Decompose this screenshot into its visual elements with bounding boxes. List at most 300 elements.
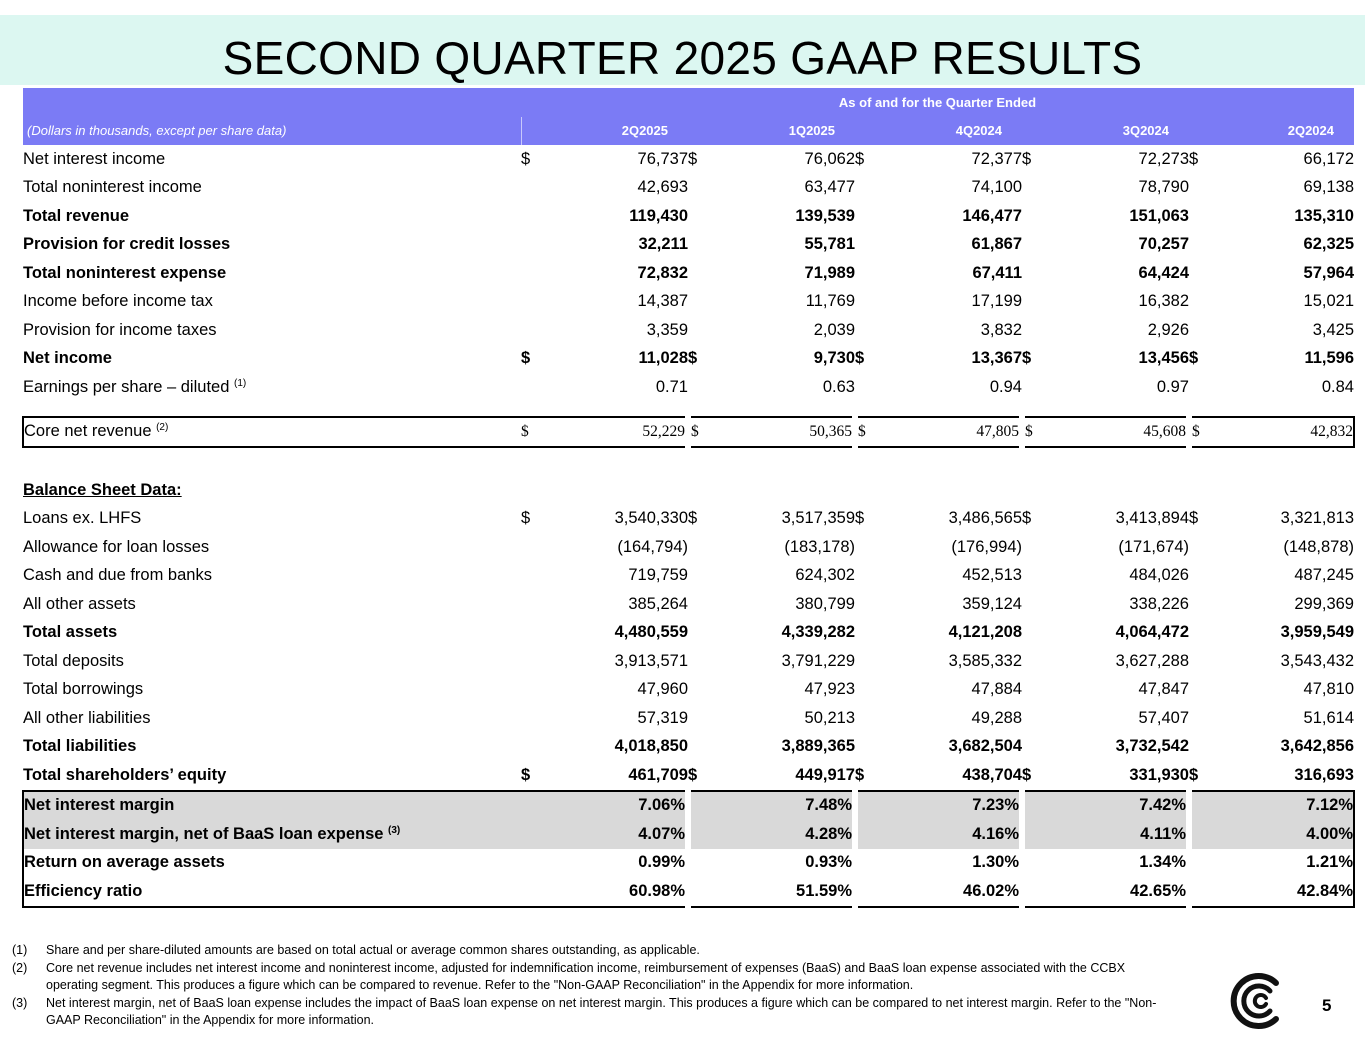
- period-header: 1Q2025: [718, 117, 855, 146]
- value-cell: 47,960: [637, 680, 688, 699]
- value-cell: 9,730: [813, 349, 855, 368]
- currency-symbol: $: [1022, 349, 1032, 368]
- currency-symbol: [1022, 373, 1052, 402]
- value-cell: 4.28%: [718, 820, 855, 849]
- currency-symbol: [855, 174, 885, 203]
- currency-symbol: [855, 704, 885, 733]
- value-cell: 0.84: [1321, 377, 1354, 396]
- value-cell: 1.30%: [885, 849, 1022, 878]
- balance-row: [23, 619, 1354, 648]
- value-cell: 4.11%: [1052, 820, 1189, 849]
- currency-symbol: [1022, 231, 1052, 260]
- value-cell: 3,642,856: [1280, 737, 1354, 756]
- value-cell: 4.00%: [1219, 820, 1354, 849]
- value-cell: 299,369: [1294, 594, 1354, 613]
- footnote-marker: (1): [12, 943, 28, 957]
- ratio-row: [23, 791, 1354, 821]
- ratio-spacer: [855, 849, 885, 878]
- ratio-spacer: [855, 791, 885, 821]
- balance-row: [23, 562, 1354, 591]
- row-label: [23, 619, 521, 648]
- row-label-text: Total revenue: [23, 206, 130, 225]
- currency-symbol: $: [855, 509, 865, 528]
- ratio-spacer: [688, 820, 718, 849]
- value-cell: 15,021: [1303, 292, 1354, 311]
- ratio-spacer: [1022, 820, 1052, 849]
- value-cell: 1.34%: [1052, 849, 1189, 878]
- ratio-spacer: [855, 877, 885, 907]
- currency-symbol: [1189, 676, 1219, 705]
- balance-row: [23, 590, 1354, 619]
- period-spacer: [1022, 117, 1052, 146]
- currency-symbol: $: [521, 509, 531, 528]
- value-cell: 3,832: [980, 320, 1022, 339]
- currency-symbol: [1022, 647, 1052, 676]
- row-label: [23, 174, 521, 203]
- row-label-text: Income before income tax: [23, 292, 213, 311]
- currency-symbol: [688, 619, 718, 648]
- currency-symbol: $: [688, 765, 698, 784]
- currency-symbol: [1022, 202, 1052, 231]
- currency-symbol: $: [855, 417, 885, 448]
- value-cell: 3,543,432: [1280, 651, 1354, 670]
- row-label: [23, 145, 521, 174]
- currency-symbol: $: [688, 149, 698, 168]
- currency-symbol: [688, 288, 718, 317]
- ratio-spacer: [1189, 791, 1219, 821]
- currency-symbol: [1189, 231, 1219, 260]
- currency-symbol: [521, 231, 551, 260]
- row-label-text: Net interest margin, net of BaaS loan expense: [24, 824, 384, 843]
- value-cell: 146,477: [962, 206, 1022, 225]
- value-cell: (164,794): [617, 537, 688, 556]
- footnote-ref: (1): [233, 377, 247, 389]
- row-label-text: Net interest margin: [24, 796, 175, 815]
- value-cell: 42,832: [1219, 417, 1354, 448]
- row-label-text: All other assets: [23, 594, 136, 613]
- value-cell: 70,257: [1138, 235, 1189, 254]
- value-cell: 11,028: [638, 349, 688, 368]
- value-cell: 3,425: [1312, 320, 1354, 339]
- currency-symbol: [1022, 533, 1052, 562]
- row-label: [23, 288, 521, 317]
- currency-symbol: [855, 202, 885, 231]
- currency-symbol: [855, 619, 885, 648]
- value-cell: 76,737: [637, 149, 688, 168]
- value-cell: 17,199: [971, 292, 1022, 311]
- ratio-spacer: [1022, 849, 1052, 878]
- value-cell: 624,302: [795, 566, 855, 585]
- period-header: 4Q2024: [885, 117, 1022, 146]
- currency-symbol: [1189, 619, 1219, 648]
- value-cell: 0.71: [655, 377, 688, 396]
- value-cell: 7.06%: [551, 791, 688, 821]
- value-cell: 3,959,549: [1280, 623, 1354, 642]
- value-cell: 3,321,813: [1280, 509, 1354, 528]
- footnotes: [12, 942, 1172, 1030]
- currency-symbol: [855, 288, 885, 317]
- currency-symbol: [1022, 590, 1052, 619]
- currency-symbol: $: [1022, 509, 1032, 528]
- currency-symbol: [1189, 288, 1219, 317]
- value-cell: 78,790: [1138, 178, 1189, 197]
- row-label: [23, 704, 521, 733]
- header-group-row: [23, 88, 1354, 117]
- currency-symbol: $: [688, 509, 698, 528]
- currency-symbol: [521, 704, 551, 733]
- value-cell: 66,172: [1303, 149, 1354, 168]
- footnote-text: Core net revenue includes net interest income and noninterest income, adjusted for indemnification income, reimbursement of expenses (BaaS) and BaaS loan expense associated with the CCBX operating segment. This produces a figure which can be compared to revenue. Refer to the "Non-GAAP Reconciliation" in the Appendix for more information.: [46, 960, 1126, 992]
- balance-row: [23, 505, 1354, 534]
- period-spacer: [855, 117, 885, 146]
- value-cell: 135,310: [1294, 206, 1354, 225]
- period-header: 2Q2024: [1219, 117, 1354, 146]
- value-cell: 0.94: [989, 377, 1022, 396]
- ratio-spacer: [855, 820, 885, 849]
- period-spacer: [1189, 117, 1219, 146]
- value-cell: 4,339,282: [781, 623, 855, 642]
- currency-symbol: [1189, 704, 1219, 733]
- row-label: [23, 505, 521, 534]
- ratio-spacer: [1189, 820, 1219, 849]
- currency-symbol: [521, 590, 551, 619]
- value-cell: 0.97: [1156, 377, 1189, 396]
- spacer-row: [23, 402, 1354, 417]
- value-cell: 3,359: [646, 320, 688, 339]
- value-cell: 2,039: [813, 320, 855, 339]
- currency-symbol: [688, 373, 718, 402]
- currency-symbol: [688, 676, 718, 705]
- balance-sheet-header-text: Balance Sheet Data:: [23, 480, 182, 499]
- value-cell: 60.98%: [551, 877, 688, 907]
- income-row: [23, 373, 1354, 402]
- value-cell: 719,759: [628, 566, 688, 585]
- row-label-text: Total noninterest expense: [23, 263, 227, 282]
- currency-symbol: $: [1189, 509, 1199, 528]
- row-label-text: Total borrowings: [23, 680, 144, 699]
- currency-symbol: [1189, 202, 1219, 231]
- financial-table: [22, 88, 1355, 908]
- currency-symbol: $: [521, 349, 531, 368]
- value-cell: 57,319: [637, 708, 688, 727]
- period-spacer: [688, 117, 718, 146]
- ratio-row: [23, 849, 1354, 878]
- value-cell: 72,273: [1138, 149, 1189, 168]
- currency-symbol: [688, 590, 718, 619]
- currency-symbol: [1022, 619, 1052, 648]
- currency-symbol: $: [1189, 417, 1219, 448]
- row-label-text: Net income: [23, 349, 112, 368]
- value-cell: 3,791,229: [781, 651, 855, 670]
- row-label: [23, 676, 521, 705]
- row-label-text: Total noninterest income: [23, 178, 202, 197]
- value-cell: 76,062: [804, 149, 855, 168]
- footnote-text: Share and per share-diluted amounts are based on total actual or average common shares outstanding, as applicable.: [46, 943, 700, 957]
- core-net-revenue-row: [23, 417, 1354, 448]
- row-label: [23, 259, 521, 288]
- value-cell: 11,596: [1304, 349, 1354, 368]
- currency-symbol: [1189, 259, 1219, 288]
- row-label: [23, 417, 521, 448]
- ratio-spacer: [688, 791, 718, 821]
- value-cell: 72,377: [971, 149, 1022, 168]
- row-label-text: Total shareholders’ equity: [23, 765, 227, 784]
- currency-symbol: [855, 316, 885, 345]
- value-cell: 13,367: [971, 349, 1022, 368]
- currency-symbol: [1189, 533, 1219, 562]
- currency-symbol: [521, 533, 551, 562]
- currency-symbol: [1022, 174, 1052, 203]
- row-label: [23, 345, 521, 374]
- currency-symbol: $: [1189, 765, 1199, 784]
- value-cell: 7.42%: [1052, 791, 1189, 821]
- ratio-spacer: [1189, 849, 1219, 878]
- value-cell: 52,229: [551, 417, 688, 448]
- currency-symbol: [688, 316, 718, 345]
- value-cell: 438,704: [962, 765, 1022, 784]
- value-cell: 47,923: [804, 680, 855, 699]
- units-label: (Dollars in thousands, except per share data): [23, 117, 521, 146]
- value-cell: 3,682,504: [948, 737, 1022, 756]
- ratio-spacer: [521, 820, 551, 849]
- currency-symbol: [688, 533, 718, 562]
- value-cell: 42.84%: [1219, 877, 1354, 907]
- value-cell: 1.21%: [1219, 849, 1354, 878]
- row-label-text: Efficiency ratio: [24, 881, 143, 900]
- value-cell: 69,138: [1303, 178, 1354, 197]
- balance-row: [23, 704, 1354, 733]
- value-cell: 49,288: [971, 708, 1022, 727]
- currency-symbol: [521, 202, 551, 231]
- currency-symbol: [688, 704, 718, 733]
- row-label: [23, 373, 521, 402]
- footnote: [12, 960, 1172, 995]
- footnote: [12, 942, 1172, 960]
- period-header: 2Q2025: [551, 117, 688, 146]
- value-cell: 46.02%: [885, 877, 1022, 907]
- balance-header-row: [23, 476, 1354, 505]
- value-cell: 359,124: [962, 594, 1022, 613]
- value-cell: 47,805: [885, 417, 1022, 448]
- row-label: [23, 562, 521, 591]
- ratio-spacer: [1022, 791, 1052, 821]
- value-cell: 331,930: [1129, 765, 1189, 784]
- value-cell: 63,477: [804, 178, 855, 197]
- row-label-text: Provision for income taxes: [23, 320, 217, 339]
- value-cell: 3,540,330: [614, 509, 688, 528]
- income-row: [23, 316, 1354, 345]
- currency-symbol: $: [688, 349, 698, 368]
- value-cell: 3,913,571: [614, 651, 688, 670]
- currency-symbol: [521, 259, 551, 288]
- value-cell: 385,264: [628, 594, 688, 613]
- value-cell: 61,867: [971, 235, 1022, 254]
- row-label-text: Total deposits: [23, 651, 124, 670]
- value-cell: 50,365: [718, 417, 855, 448]
- value-cell: 51.59%: [718, 877, 855, 907]
- row-label-text: Return on average assets: [24, 853, 225, 872]
- row-label: [23, 590, 521, 619]
- income-row: [23, 345, 1354, 374]
- currency-symbol: [1022, 704, 1052, 733]
- currency-symbol: [521, 733, 551, 762]
- currency-symbol: $: [521, 149, 531, 168]
- currency-symbol: [521, 316, 551, 345]
- value-cell: 45,608: [1052, 417, 1189, 448]
- row-label: [23, 316, 521, 345]
- value-cell: 57,964: [1303, 263, 1354, 282]
- footnote-marker: (3): [12, 995, 28, 1010]
- ratio-row: [23, 877, 1354, 907]
- value-cell: 380,799: [795, 594, 855, 613]
- page-title: SECOND QUARTER 2025 GAAP RESULTS: [222, 32, 1143, 84]
- value-cell: 32,211: [638, 235, 688, 254]
- row-label: [23, 761, 521, 791]
- currency-symbol: $: [1022, 765, 1032, 784]
- balance-row: [23, 533, 1354, 562]
- value-cell: 461,709: [628, 765, 688, 784]
- value-cell: 7.12%: [1219, 791, 1354, 821]
- value-cell: 316,693: [1294, 765, 1354, 784]
- income-row: [23, 259, 1354, 288]
- row-label-text: Net interest income: [23, 149, 166, 168]
- row-label: [23, 231, 521, 260]
- row-label: [23, 849, 521, 878]
- spacer-row: [23, 447, 1354, 476]
- value-cell: 47,884: [971, 680, 1022, 699]
- currency-symbol: $: [1022, 149, 1032, 168]
- row-label-text: Cash and due from banks: [23, 566, 212, 585]
- value-cell: 3,486,565: [948, 509, 1022, 528]
- currency-symbol: $: [855, 765, 865, 784]
- currency-symbol: $: [688, 417, 718, 448]
- header-period-row: [23, 117, 1354, 146]
- footnote: [12, 995, 1172, 1030]
- value-cell: 2,926: [1147, 320, 1189, 339]
- currency-symbol: [855, 231, 885, 260]
- currency-symbol: [855, 259, 885, 288]
- currency-symbol: [688, 231, 718, 260]
- value-cell: 338,226: [1129, 594, 1189, 613]
- value-cell: 487,245: [1294, 566, 1354, 585]
- value-cell: 42.65%: [1052, 877, 1189, 907]
- income-row: [23, 202, 1354, 231]
- value-cell: 0.93%: [718, 849, 855, 878]
- period-spacer: [521, 117, 551, 146]
- currency-symbol: [1189, 733, 1219, 762]
- value-cell: 64,424: [1138, 263, 1189, 282]
- income-row: [23, 231, 1354, 260]
- row-label-text: Loans ex. LHFS: [23, 509, 142, 528]
- value-cell: (148,878): [1283, 537, 1354, 556]
- ratio-spacer: [688, 849, 718, 878]
- balance-sheet-header: [23, 476, 1354, 505]
- value-cell: 119,430: [629, 206, 688, 225]
- currency-symbol: [688, 647, 718, 676]
- row-label-text: Allowance for loan losses: [23, 537, 210, 556]
- currency-symbol: [855, 676, 885, 705]
- currency-symbol: [688, 174, 718, 203]
- currency-symbol: [521, 619, 551, 648]
- currency-symbol: [688, 733, 718, 762]
- currency-symbol: $: [521, 417, 551, 448]
- value-cell: 62,325: [1303, 235, 1354, 254]
- balance-row: [23, 761, 1354, 791]
- footnote-text: Net interest margin, net of BaaS loan expense includes the impact of BaaS loan expense on net interest margin. This produces a figure which can be compared to net interest margin. Refer to the "Non-GAAP Reconciliation" in the Appendix for more information.: [46, 995, 1157, 1027]
- currency-symbol: [521, 647, 551, 676]
- currency-symbol: [688, 562, 718, 591]
- period-header: 3Q2024: [1052, 117, 1189, 146]
- currency-symbol: [855, 373, 885, 402]
- row-label-text: Provision for credit losses: [23, 235, 231, 254]
- currency-symbol: [1189, 590, 1219, 619]
- currency-symbol: [855, 562, 885, 591]
- row-label: [23, 647, 521, 676]
- value-cell: 484,026: [1129, 566, 1189, 585]
- value-cell: (176,994): [951, 537, 1022, 556]
- row-label-text: All other liabilities: [23, 708, 151, 727]
- balance-row: [23, 676, 1354, 705]
- row-label: [23, 820, 521, 849]
- currency-symbol: $: [1022, 417, 1052, 448]
- currency-symbol: [1022, 316, 1052, 345]
- currency-symbol: $: [521, 765, 531, 784]
- ratio-spacer: [521, 791, 551, 821]
- currency-symbol: $: [1189, 349, 1199, 368]
- value-cell: 51,614: [1303, 708, 1354, 727]
- income-row: [23, 288, 1354, 317]
- currency-symbol: [688, 202, 718, 231]
- currency-symbol: [1189, 174, 1219, 203]
- value-cell: 67,411: [972, 263, 1022, 282]
- ratio-spacer: [521, 849, 551, 878]
- value-cell: 0.63: [822, 377, 855, 396]
- currency-symbol: [521, 676, 551, 705]
- row-label-text: Core net revenue: [24, 422, 152, 441]
- currency-symbol: [1189, 316, 1219, 345]
- footnote-marker: (2): [12, 960, 28, 975]
- row-label-text: Total assets: [23, 623, 118, 642]
- ratio-spacer: [1022, 877, 1052, 907]
- currency-symbol: [521, 174, 551, 203]
- currency-symbol: [855, 647, 885, 676]
- value-cell: (183,178): [784, 537, 855, 556]
- row-label: [23, 202, 521, 231]
- currency-symbol: [1189, 562, 1219, 591]
- value-cell: 139,539: [795, 206, 855, 225]
- value-cell: 151,063: [1129, 206, 1189, 225]
- ratio-spacer: [1189, 877, 1219, 907]
- value-cell: 74,100: [971, 178, 1022, 197]
- currency-symbol: [855, 533, 885, 562]
- footnote-ref: (3): [388, 824, 401, 836]
- currency-symbol: $: [1189, 149, 1199, 168]
- value-cell: 16,382: [1138, 292, 1189, 311]
- currency-symbol: [855, 590, 885, 619]
- currency-symbol: [521, 373, 551, 402]
- value-cell: 3,627,288: [1115, 651, 1189, 670]
- currency-symbol: [1022, 259, 1052, 288]
- row-label-text: Total liabilities: [23, 737, 137, 756]
- value-cell: 55,781: [804, 235, 855, 254]
- value-cell: 11,769: [805, 292, 855, 311]
- value-cell: 4,018,850: [614, 737, 688, 756]
- value-cell: 7.23%: [885, 791, 1022, 821]
- value-cell: (171,674): [1118, 537, 1189, 556]
- page-number: 5: [1322, 996, 1332, 1015]
- currency-symbol: $: [855, 149, 865, 168]
- value-cell: 449,917: [795, 765, 855, 784]
